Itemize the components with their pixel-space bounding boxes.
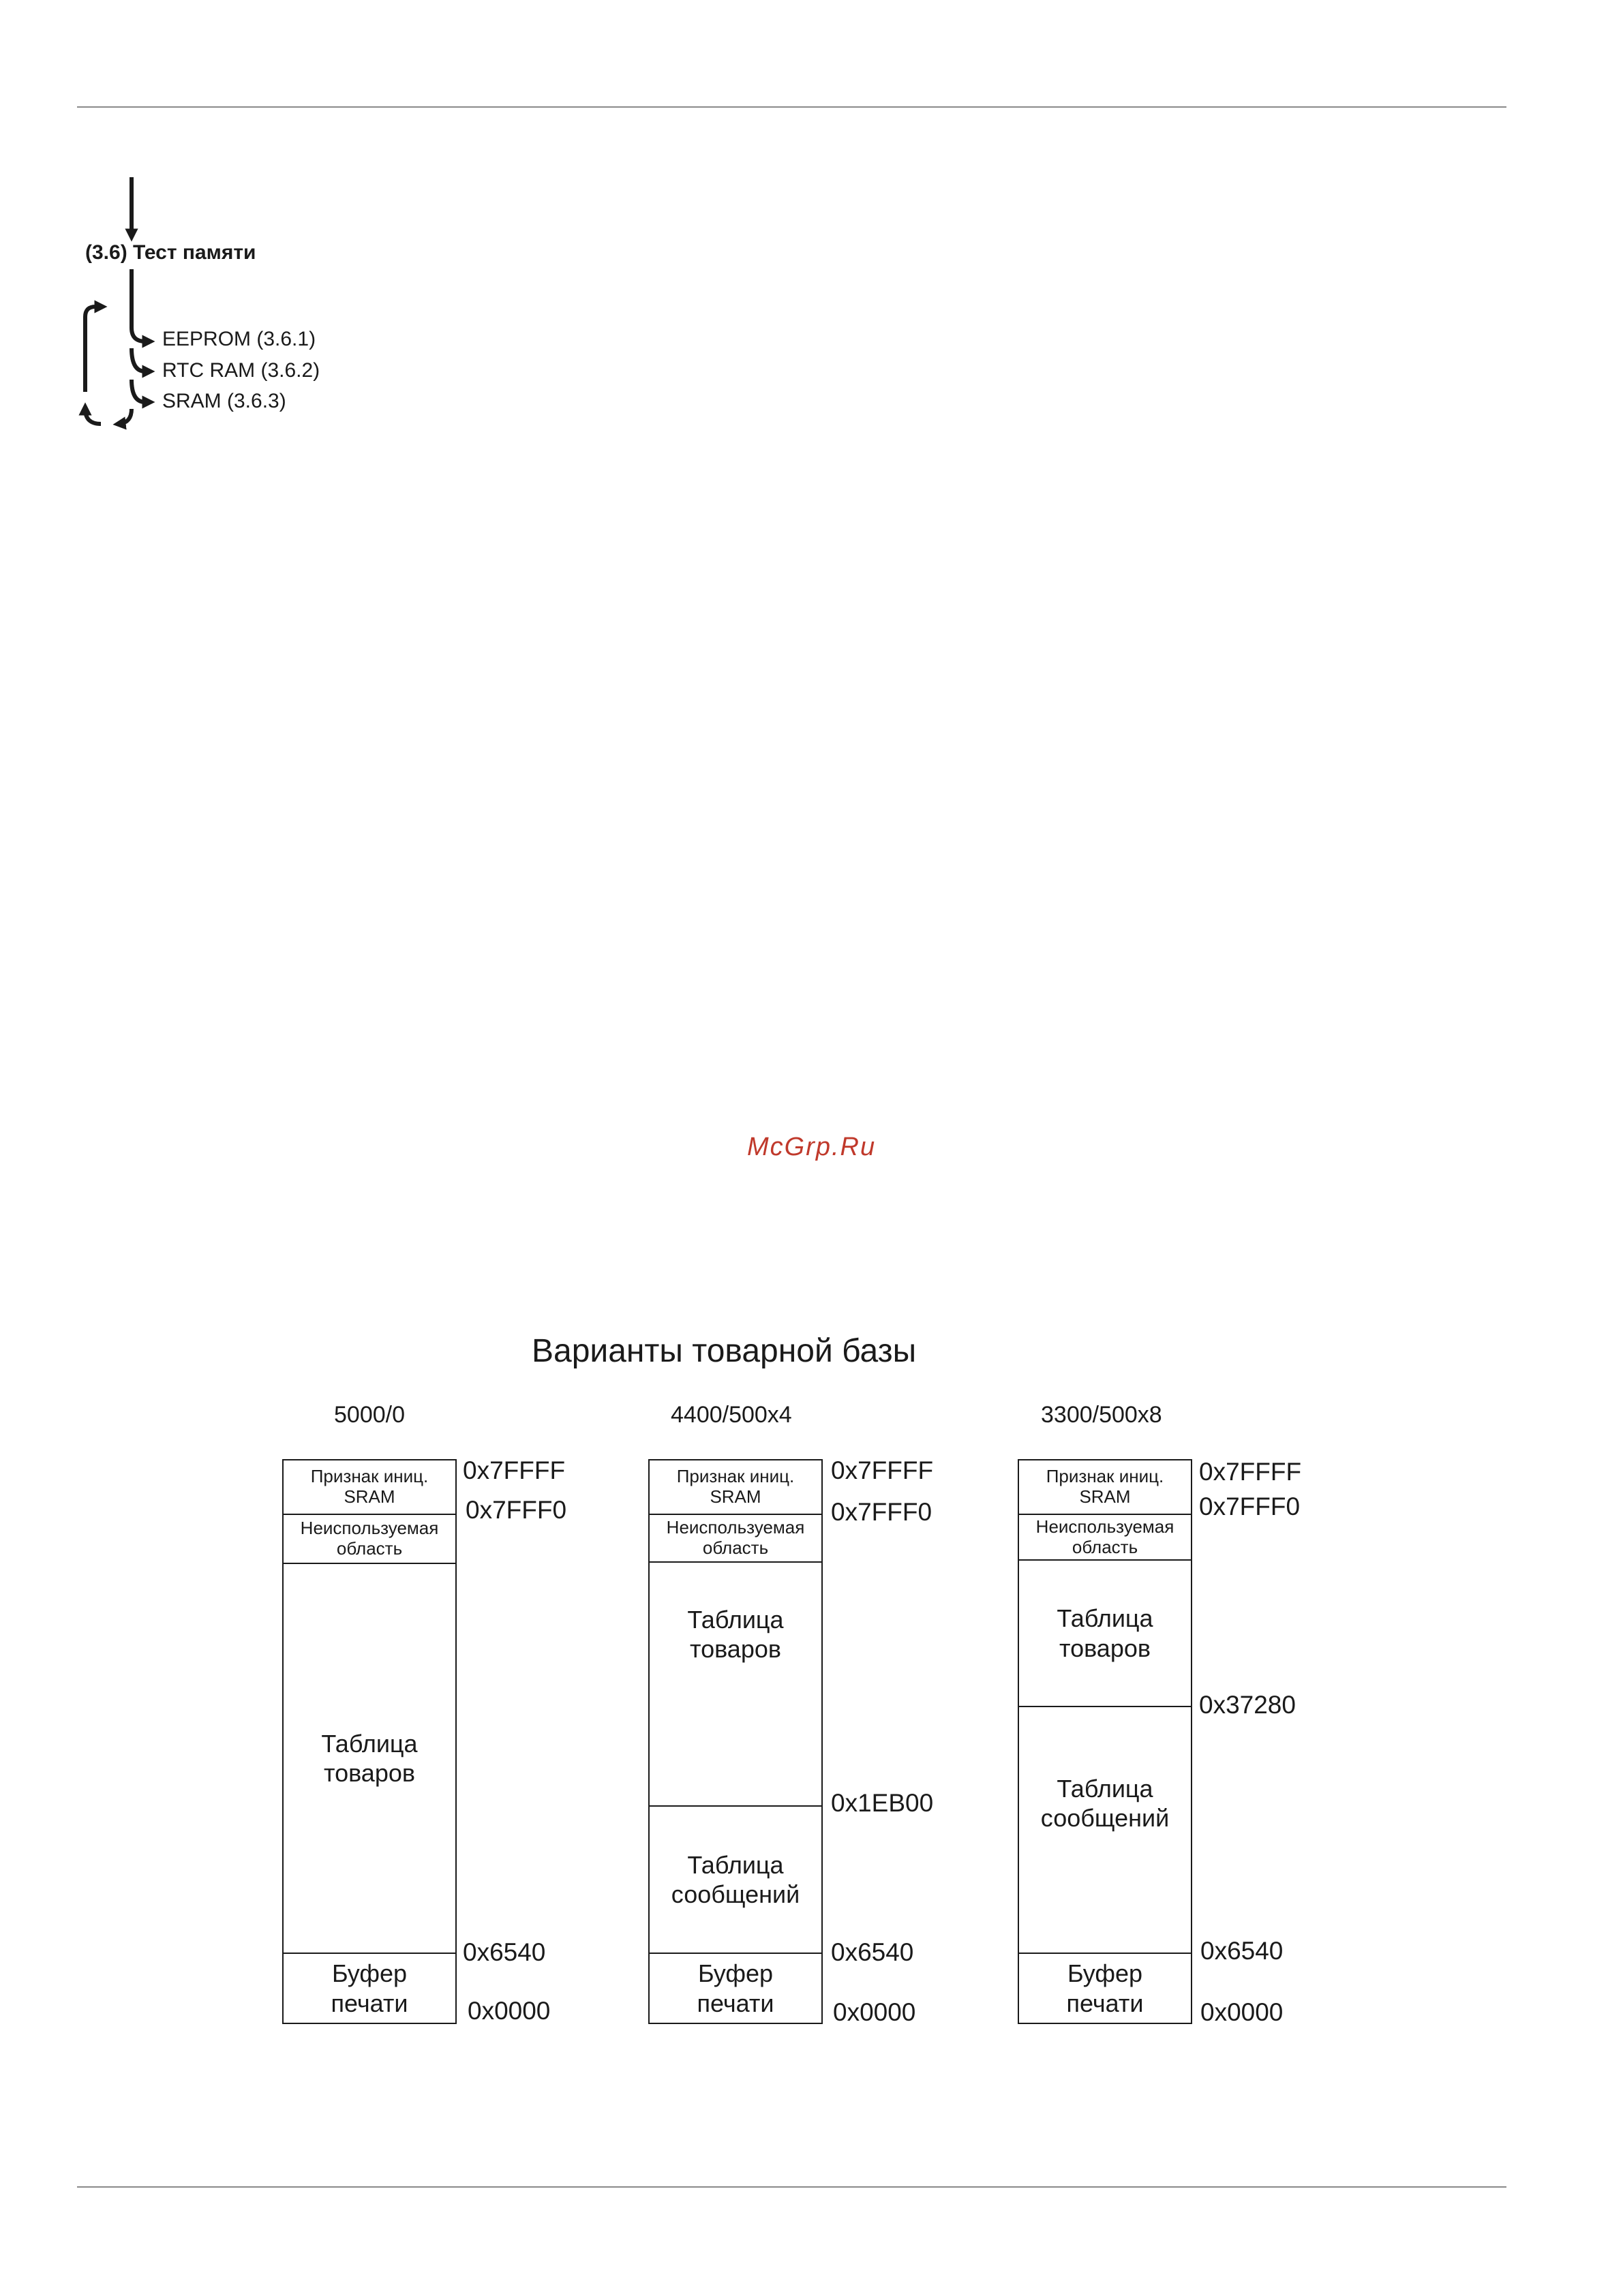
address-label: 0x7FFF0 xyxy=(831,1498,932,1526)
address-label: 0x1EB00 xyxy=(831,1789,934,1817)
menu-item-sram[interactable]: SRAM (3.6.3) xyxy=(162,390,286,412)
segment-unused-area: Неиспользуемая область xyxy=(650,1514,821,1561)
column-label-4400: 4400/500x4 xyxy=(671,1402,792,1428)
segment-sram-init-flag: Признак иниц. SRAM xyxy=(1046,1466,1164,1507)
segment-sram-init-flag: Признак иниц. SRAM xyxy=(310,1466,429,1507)
address-label: 0x6540 xyxy=(1200,1937,1284,1965)
segment-unused-area: Неиспользуемая область xyxy=(284,1514,455,1563)
address-label: 0x6540 xyxy=(463,1938,546,1966)
menu-item-rtc-ram[interactable]: RTC RAM (3.6.2) xyxy=(162,359,320,382)
address-label: 0x7FFFF xyxy=(1199,1458,1302,1486)
segment-goods-table: Таблица товаров xyxy=(284,1563,455,1953)
menu-item-eeprom[interactable]: EEPROM (3.6.1) xyxy=(162,328,316,350)
address-label: 0x7FFF0 xyxy=(1199,1493,1301,1520)
address-label: 0x0000 xyxy=(833,1998,916,2026)
segment-messages-table: Таблица сообщений xyxy=(1019,1706,1191,1953)
flow-arrow-eeprom-icon xyxy=(132,269,149,341)
address-label: 0x0000 xyxy=(1200,1998,1284,2026)
segment-messages-table: Таблица сообщений xyxy=(650,1805,821,1953)
top-rule xyxy=(77,106,1506,108)
segment-unused-area: Неиспользуемая область xyxy=(1019,1514,1191,1559)
watermark: McGrp.Ru xyxy=(747,1133,877,1161)
loop-bottom-icon xyxy=(85,409,101,424)
return-curve-icon xyxy=(119,409,132,424)
address-label: 0x7FFFF xyxy=(831,1456,934,1484)
memory-map-4400 xyxy=(648,1459,823,2024)
flow-arrow-rtc-icon xyxy=(132,348,149,371)
column-label-5000: 5000/0 xyxy=(334,1402,405,1428)
address-label: 0x6540 xyxy=(831,1938,914,1966)
segment-print-buffer: Буфер печати xyxy=(284,1953,455,2023)
segment-sram-init-flag: Признак иниц. SRAM xyxy=(676,1466,795,1507)
bottom-rule xyxy=(77,2186,1506,2188)
diagram-title: Варианты товарной базы xyxy=(532,1333,917,1369)
segment-goods-table: Таблица товаров xyxy=(1019,1559,1191,1706)
column-label-3300: 3300/500x8 xyxy=(1041,1402,1162,1428)
address-label: 0x37280 xyxy=(1199,1691,1296,1719)
segment-print-buffer: Буфер печати xyxy=(650,1953,821,2023)
address-label: 0x7FFFF xyxy=(463,1456,566,1484)
address-label: 0x7FFF0 xyxy=(466,1496,567,1524)
memory-map-3300 xyxy=(1018,1459,1192,2024)
menu-title: (3.6) Тест памяти xyxy=(85,241,256,264)
memory-map-5000 xyxy=(282,1459,457,2024)
address-label: 0x0000 xyxy=(468,1997,551,2025)
segment-goods-table: Таблица товаров xyxy=(650,1561,821,1805)
segment-print-buffer: Буфер печати xyxy=(1019,1953,1191,2023)
flow-arrow-sram-icon xyxy=(132,380,149,402)
loop-up-icon xyxy=(85,307,101,392)
